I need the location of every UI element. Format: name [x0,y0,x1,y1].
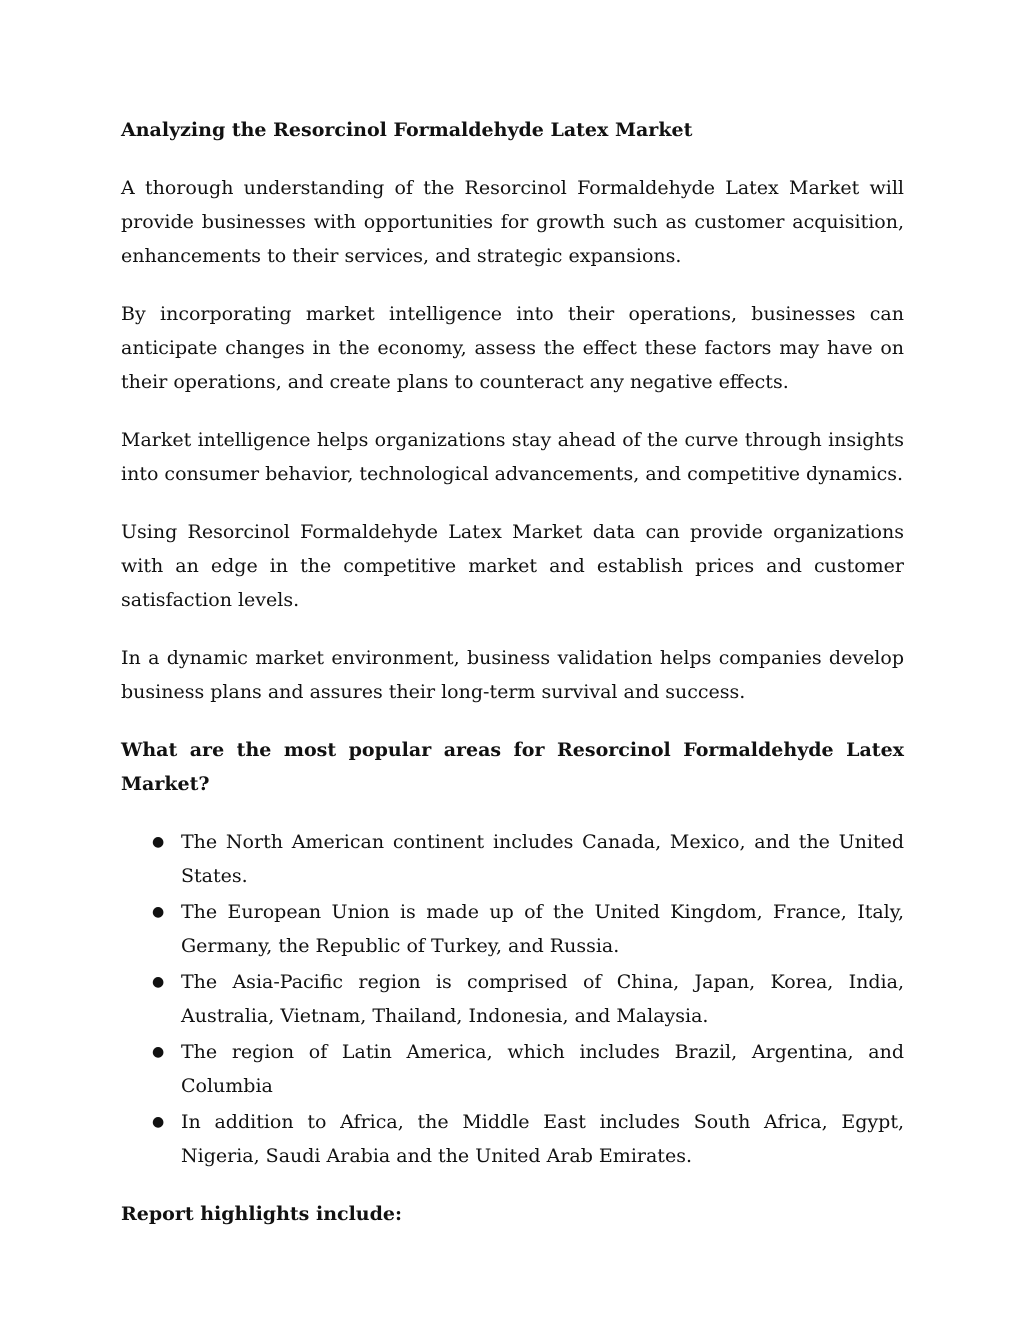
document-title: Analyzing the Resorcinol Formaldehyde Latex Market [121,119,693,141]
paragraph-market-intelligence: By incorporating market intelligence into their operations, businesses can anticipate changes in the economy, assess the effect these factors may have on their operations, and create plans to counteract any negative effects. [121,303,904,393]
list-item-text: The North American continent includes Canada, Mexico, and the United States. [181,831,904,887]
bullet-icon: ● [152,1114,165,1130]
section-heading-report-highlights: Report highlights include: [121,1203,403,1225]
bullet-icon: ● [152,834,165,850]
regions-list [121,825,904,1173]
document-page [121,113,904,1255]
list-item-text: The Asia-Pacific region is comprised of China, Japan, Korea, India, Australia, Vietnam, Thailand, Indonesia, and Malaysia. [181,971,904,1027]
bullet-icon: ● [152,1044,165,1060]
paragraph-business-validation: In a dynamic market environment, business validation helps companies develop business plans and assures their long-term survival and success. [121,647,904,703]
list-item-text: The region of Latin America, which includes Brazil, Argentina, and Columbia [181,1041,904,1097]
list-item [121,965,904,1033]
list-item [121,895,904,963]
list-item-text: In addition to Africa, the Middle East includes South Africa, Egypt, Nigeria, Saudi Arabia and the United Arab Emirates. [181,1111,904,1167]
section-heading-popular-areas: What are the most popular areas for Resorcinol Formaldehyde Latex Market? [121,739,904,795]
paragraph-stay-ahead: Market intelligence helps organizations stay ahead of the curve through insights into consumer behavior, technological advancements, and competitive dynamics. [121,429,904,485]
list-item [121,825,904,893]
list-item [121,1035,904,1103]
paragraph-market-data: Using Resorcinol Formaldehyde Latex Market data can provide organizations with an edge in the competitive market and establish prices and customer satisfaction levels. [121,521,904,611]
paragraph-understanding: A thorough understanding of the Resorcinol Formaldehyde Latex Market will provide businesses with opportunities for growth such as customer acquisition, enhancements to their services, and strategic expansions. [121,177,904,267]
list-item-text: The European Union is made up of the United Kingdom, France, Italy, Germany, the Republic of Turkey, and Russia. [181,901,904,957]
bullet-icon: ● [152,904,165,920]
list-item [121,1105,904,1173]
bullet-icon: ● [152,974,165,990]
